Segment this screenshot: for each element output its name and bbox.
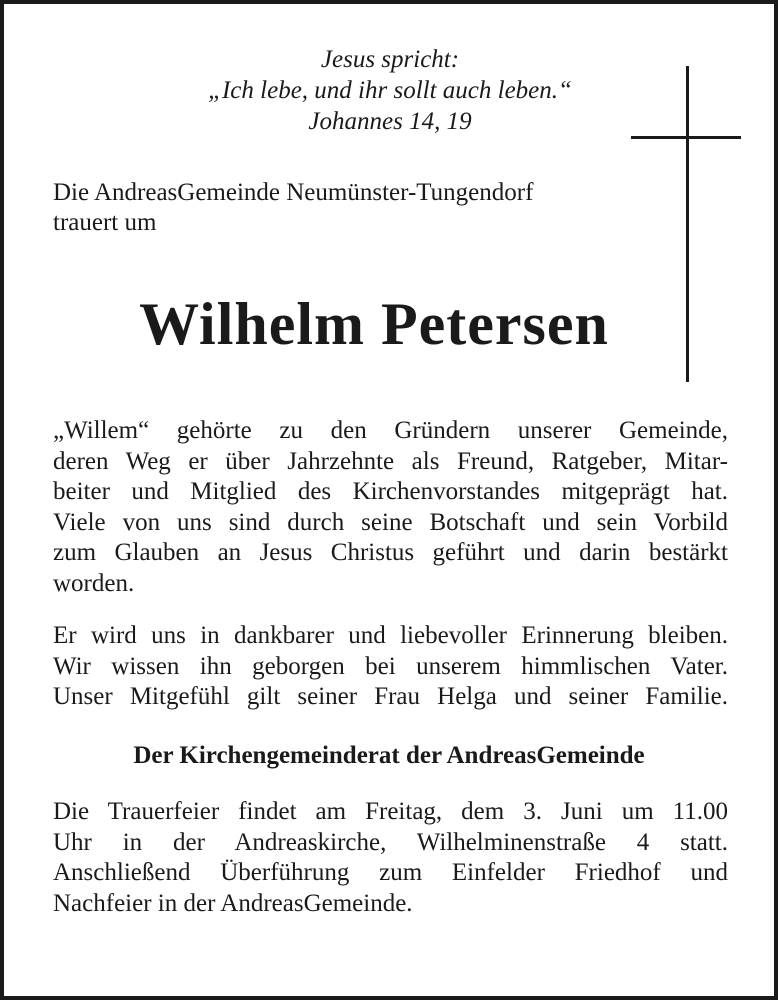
funeral-line: Anschließend Überführung zum Einfelder Friedhof und (53, 859, 728, 886)
intro-line-1: Die AndreasGemeinde Neumünster-Tungendorf (53, 179, 534, 206)
tribute-line: beiter und Mitglied des Kirchenvorstandes mitgeprägt hat. (53, 478, 728, 505)
intro-text (53, 178, 533, 238)
signature: Der Kirchengemeinderat der AndreasGemeinde (133, 742, 645, 769)
tribute-line: worden. (53, 569, 135, 597)
tribute-paragraph (53, 416, 728, 599)
quote-reference: Johannes 14, 19 (308, 108, 472, 135)
remembrance-line: Er wird uns in dankbarer und liebevoller Erinnerung bleiben. (53, 622, 728, 649)
quote-line-2: „Ich lebe, und ihr sollt auch leben.“ (208, 77, 572, 104)
deceased-name: Wilhelm Petersen (139, 291, 609, 357)
funeral-line: Nachfeier in der AndreasGemeinde. (53, 889, 413, 917)
tribute-line: Viele von uns sind durch seine Botschaft und sein Vorbild (53, 508, 728, 536)
funeral-notice (53, 797, 728, 919)
bible-quote (40, 44, 740, 137)
remembrance-paragraph (53, 621, 728, 713)
cross-icon-bar (631, 136, 741, 139)
quote-line-1: Jesus spricht: (320, 46, 460, 73)
tribute-line: „Willem“ gehörte zu den Gründern unserer Gemeinde, (53, 417, 728, 444)
remembrance-line: Wir wissen ihn geborgen bei unserem himmlischen Vater. (53, 652, 728, 680)
intro-line-2: trauert um (53, 209, 157, 236)
remembrance-line: Unser Mitgefühl gilt seiner Frau Helga und seiner Familie. (53, 683, 728, 710)
funeral-line: Uhr in der Andreaskirche, Wilhelminenstraße 4 statt. (53, 828, 728, 856)
funeral-line: Die Trauerfeier findet am Freitag, dem 3. Juni um 11.00 (53, 798, 728, 825)
tribute-line: zum Glauben an Jesus Christus geführt und darin bestärkt (53, 539, 728, 566)
tribute-line: deren Weg er über Jahrzehnte als Freund, Ratgeber, Mitar- (53, 447, 728, 475)
